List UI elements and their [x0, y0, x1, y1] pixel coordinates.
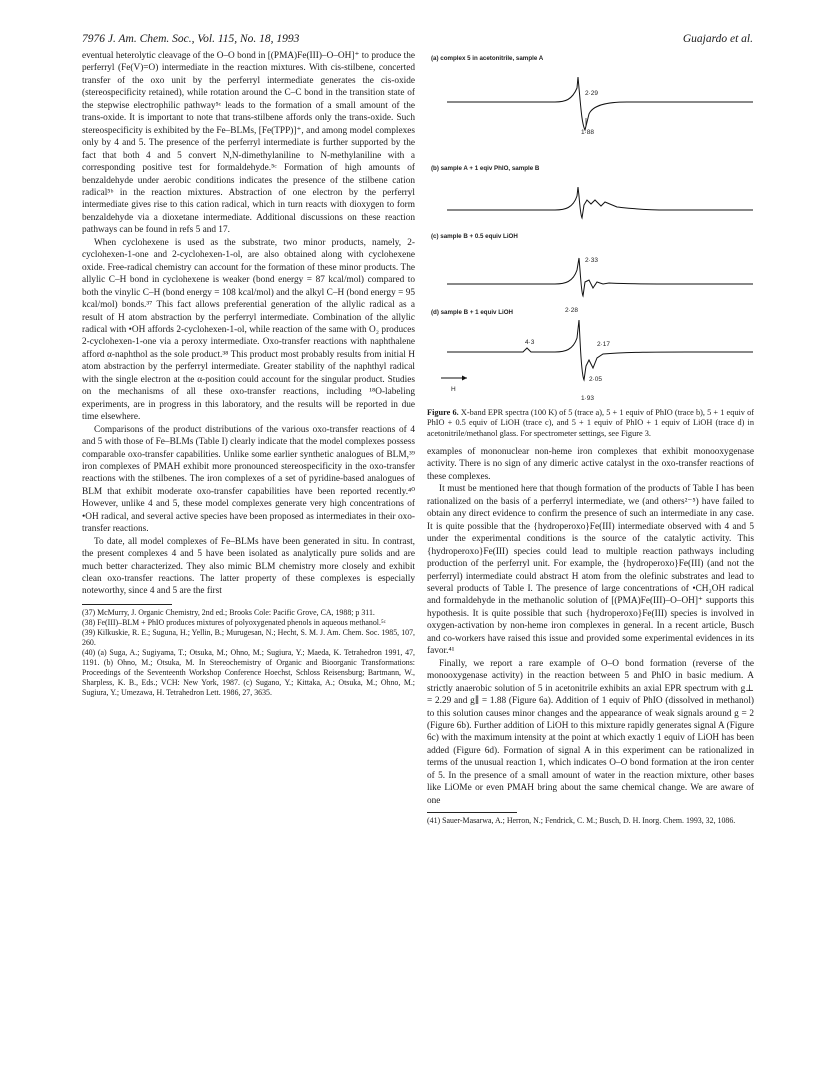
trace-a [447, 77, 753, 130]
trace-c [447, 258, 753, 296]
caption-text: X-band EPR spectra (100 K) of 5 (trace a), 5 + 1 equiv of PhIO (trace b), 5 + 1 equiv of PhIO + 0.5 equiv of LiOH (trace c), and 5 + 1 equiv of PhIO + 1 equiv of LiOH (trace d) in acetonitrile/methanol glass. For spectrometer settings, see Figure 3. [427, 408, 754, 438]
footnote-38: (38) Fe(III)–BLM + PhIO produces mixtures of polyoxygenated phenols in aqueous methanol.⁵ᶜ [82, 617, 386, 627]
running-header-journal: 7976 J. Am. Chem. Soc., Vol. 115, No. 18, 1993 [82, 33, 300, 45]
trace-b [447, 187, 753, 218]
trace-d-label: (d) sample B + 1 equiv LiOH [431, 309, 514, 316]
right-paragraph-2: It must be mentioned here that though formation of the products of Table I has been rationalized on the basis of a perferryl intermediate, we (and others²⁻⁵) have failed to obtain any direct evidence to confirm the presence of such an intermediate in any case. It is quite possible that the {hydroperoxo}Fe(III) intermediate observed with 4 and 5 under the experimental conditions is the source of the catalytic activity. This {hydroperoxo}Fe(III) species could lead to multiple reaction pathways including production of the perferryl unit. For example, the {hydroperoxo}Fe(III) (and not the perferryl) intermediate could abstract H atom from the olefinic substrates and lead to several products of Table I. The presence of large concentrations of •CH₂OH radical and formaldehyde in the methanolic solution of [(PMA)Fe(III)–O–OH]⁺ supports this hypothesis. It is quite possible that such {hydroperoxo}Fe(III) species is involved in oxygen-activation by non-heme iron complexes in general. In a recent article, Busch and co-workers have raised this issue and provided some experimental evidences in its favor.⁴¹ [427, 484, 754, 657]
g-value-2-05: 2·05 [589, 376, 603, 383]
g-value-2-29: 2·29 [585, 90, 599, 97]
g-value-1-88: 1·88 [581, 129, 595, 136]
g-value-2-28: 2·28 [565, 307, 579, 314]
trace-c-label: (c) sample B + 0.5 equiv LiOH [431, 233, 518, 240]
footnote-rule [82, 604, 172, 605]
footnote-40: (40) (a) Suga, A.; Sugiyama, T.; Otsuka, M.; Ohno, M.; Sugiura, Y.; Maeda, K. Tetrahedron 1991, 47, 1191. (b) Ohno, M.; Otsuka, M. In Stereochemistry of Organic and Bioorganic Transformations: Proceedings of the Seventeenth Workshop Conference Hoechst, Schloss Reisensburg; Bartmann, W., Sharpless, K. B., Eds.; VCH: New York, 1987. (c) Sugano, Y.; Kittaka, A.; Otsuka, M.; Ohno, M.; Sugiura, Y.; Umezawa, H. Tetrahedron Lett. 1986, 27, 3635. [82, 647, 415, 697]
right-footnotes [427, 812, 754, 826]
footnote-37: (37) McMurry, J. Organic Chemistry, 2nd ed.; Brooks Cole: Pacific Grove, CA, 1988; p 311. [82, 607, 375, 617]
left-paragraph-2: When cyclohexene is used as the substrate, two minor products, namely, 2-cyclohexen-1-one and 2-cyclohexen-1-ol, are also obtained along with cyclohexene oxide. Free-radical chemistry can account for the formation of these minor products. The allylic C–H bond in cyclohexene is weaker (bond energy = 87 kcal/mol) compared to both the vinylic C–H (bond energy = 108 kcal/mol) and the alkyl C–H (bond energy = 95 kcal/mol) bonds.³⁷ This fact allows preferential generation of the allylic radical as a result of H atom abstraction by the perferryl intermediate. Combination of the allylic radical with •OH affords 2-cyclohexen-1-ol, while reaction of the same with O₂ produces 2-cyclohexen-1-one via a peroxy intermediate. Oxo-transfer reactions with naphthalene afford α-naphthol as the sole product.³⁸ This product most probably results from initial H atom abstraction by the perferryl intermediate. Greater stability of the naphthyl radical with the single electron at the α-position could account for the singular product. Studies on the mechanisms of all these oxo-transfer reactions, including ¹⁸O-labeling experiments, are in progress in this laboratory, and the results will be reported in due time elsewhere. [82, 237, 415, 423]
right-paragraph-1: examples of mononuclear non-heme iron complexes that exhibit monooxygenase activity. There is no sign of any dimeric active catalyst in the oxo-transfer reactions of these complexes. [427, 447, 754, 482]
left-footnotes [82, 604, 415, 698]
field-label: H [451, 386, 456, 393]
figure-6-caption [427, 408, 754, 439]
running-header-authors: Guajardo et al. [682, 33, 753, 45]
trace-b-label: (b) sample A + 1 eqiv PhIO, sample B [431, 165, 540, 172]
left-column [82, 50, 415, 698]
g-value-4-3: 4·3 [525, 339, 535, 346]
left-paragraph-4: To date, all model complexes of Fe–BLMs have been generated in situ. In contrast, the present complexes 4 and 5 have been isolated as analytically pure solids and are much better characterized. They also mimic BLM chemistry more closely and exhibit clean oxo-transfer reactions. The latter property of these complexes is especially noteworthy, since 4 and 5 are the first [82, 536, 415, 597]
g-value-1-93: 1·93 [581, 395, 595, 402]
footnote-39: (39) Kilkuskie, R. E.; Suguna, H.; Yellin, B.; Murugesan, N.; Hecht, S. M. J. Am. Chem. Soc. 1985, 107, 260. [82, 627, 415, 647]
right-paragraph-3: Finally, we report a rare example of O–O bond formation (reverse of the monooxygenase activity) in the reaction between 5 and PhIO in basic medium. A strictly anaerobic solution of 5 in acetonitrile exhibits an axial EPR spectrum with g⊥ = 2.29 and g∥ = 1.88 (Figure 6a). Addition of 1 equiv of PhIO (dissolved in methanol) to this solution causes minor changes and the appearance of weak signals around g = 2 (Figure 6b). Further addition of LiOH to this mixture rapidly generates signal A (Figure 6c) with the maximum intensity at the point at which exactly 1 equiv of LiOH has been added (Figure 6d). Formation of signal A in this experiment can be rationalized in terms of the unusual reaction 1, which indicates O–O bond formation at the iron center of 5. In the presence of a small amount of water in the reaction mixture, other bases like LiOMe or even PMAH bring about the same chemical change. We are aware of one [427, 658, 754, 806]
left-paragraph-1: eventual heterolytic cleavage of the O–O bond in [(PMA)Fe(III)–O–OH]⁺ to produce the perferryl (Fe(V)=O) intermediate in the reaction mixtures. With cis-stilbene, concerted transfer of the oxo unit by the perferryl intermediate generates the cis-oxide (stereospecificity retained), while rotation around the C–C bond in the transition state of the stepwise electrophilic pathway⁵ᶜ leads to the formation of a small amount of the trans-oxide. It is important to note that trans-stilbene affords only the trans-oxide. Such stereospecificity is exhibited by the Fe–BLMs, [Fe(TPP)]⁺, and among model complexes only by 4 and 5. The presence of the perferryl intermediate is further supported by the fact that both 4 and 5 convert N,N-dimethylaniline to N-methylaniline with a corresponding positive test for formaldehyde.⁵ᶜ Formation of high amounts of benzaldehyde under aerobic conditions indicates the presence of the stilbene cation radical⁵ᵇ in the reaction mixtures. Abstraction of one electron by the perferryl intermediate gives rise to this cation radical, which in turn reacts with dioxygen to form benzaldehyde via a dioxetane intermediate. Additional discussions on these reaction pathways can be found in refs 5 and 17. [82, 51, 415, 236]
trace-a-label: (a) complex 5 in acetonitrile, sample A [431, 55, 544, 62]
g-value-2-33: 2·33 [585, 257, 599, 264]
caption-label: Figure 6. [427, 408, 459, 417]
right-column [427, 446, 754, 826]
field-arrow-head [462, 376, 467, 381]
trace-d [447, 320, 753, 380]
figure-6-epr-spectra [427, 50, 754, 402]
footnote-41: (41) Sauer-Masarwa, A.; Herron, N.; Fendrick, C. M.; Busch, D. H. Inorg. Chem. 1993, 32, 1086. [427, 816, 736, 826]
g-value-2-17: 2·17 [597, 341, 611, 348]
epr-spectra-svg [427, 50, 754, 402]
footnote-rule-right [427, 812, 517, 813]
left-paragraph-3: Comparisons of the product distributions of the various oxo-transfer reactions of 4 and 5 with those of Fe–BLMs (Table I) clearly indicate that the model complexes possess comparable oxo-transfer capabilities. Unlike some earlier synthetic analogues of BLM,³⁹ iron complexes of PMAH exhibit more pronounced stereospecificity in the oxo-transfer reactions with the stilbenes. The iron complexes of a set of pyridine-based analogues of BLM that exhibit moderate oxo-transfer capabilities have been reported recently.⁴⁰ However, unlike 4 and 5, these model complexes generate very high concentrations of •OH radical, and several active species have been proposed as intermediates in their oxo-transfer reactions. [82, 424, 415, 535]
